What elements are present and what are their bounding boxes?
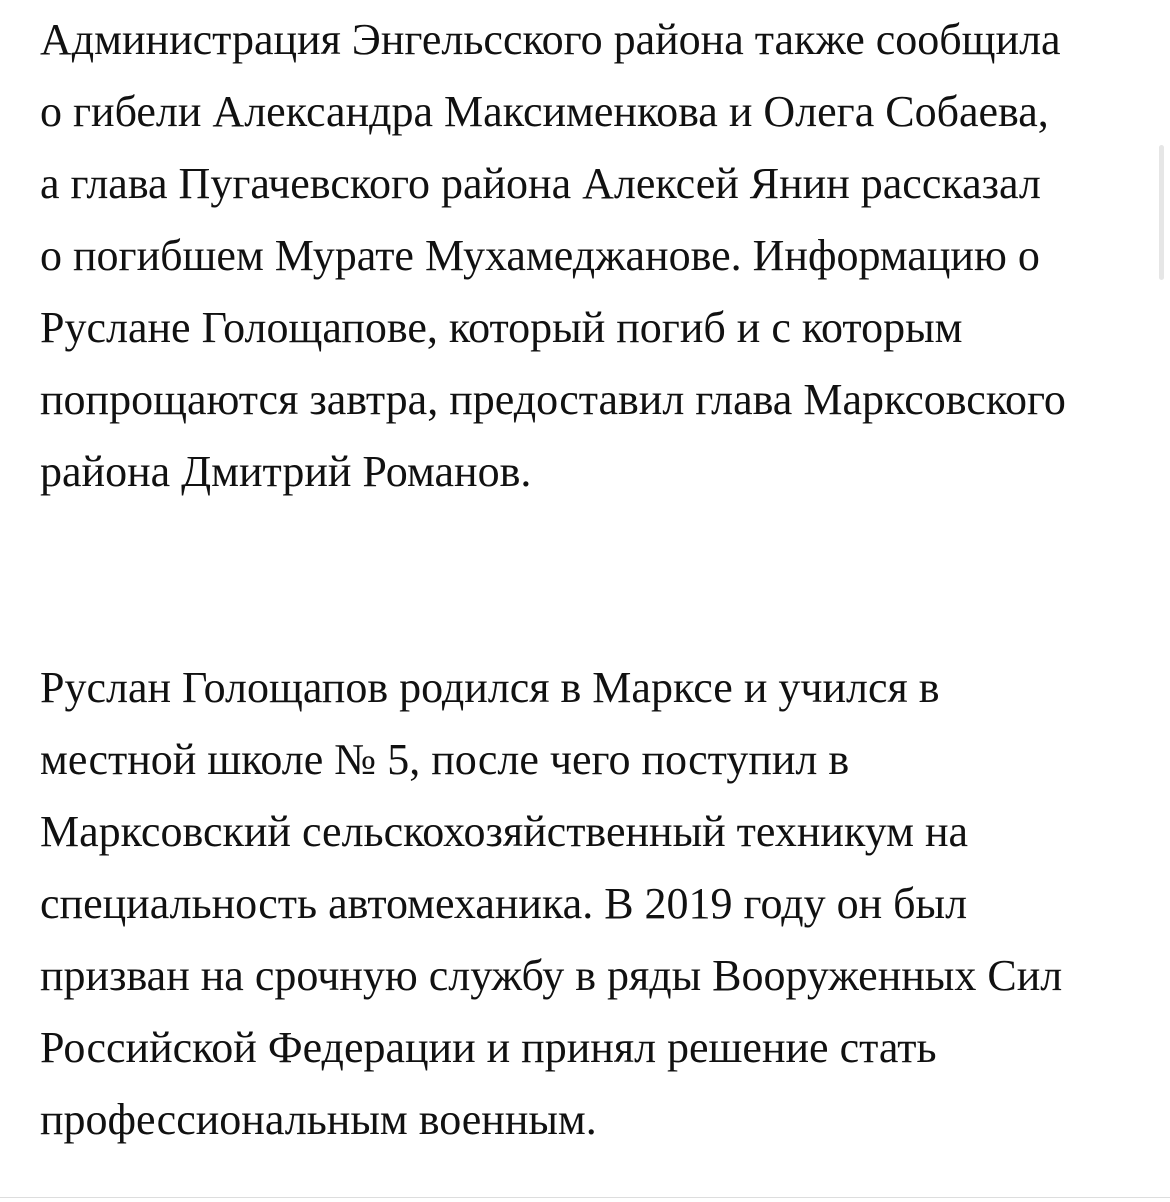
text-line: специальность автомеханика. В 2019 году он был: [40, 879, 968, 928]
text-line: местной школе № 5, после чего поступил в: [40, 735, 850, 784]
text-line: Российской Федерации и принял решение стать: [40, 1023, 937, 1072]
text-line: профессиональным военным.: [40, 1095, 597, 1144]
text-line: Администрация Энгельсского района также сообщила: [40, 15, 1061, 64]
text-line: о гибели Александра Максименкова и Олега Собаева,: [40, 87, 1049, 136]
text-line: Руслан Голощапов родился в Марксе и учился в: [40, 663, 940, 712]
text-line: района Дмитрий Романов.: [40, 447, 532, 496]
divider: [0, 1197, 1170, 1198]
article-body: [40, 4, 1166, 1156]
text-line: призван на срочную службу в ряды Вооруженных Сил: [40, 951, 1063, 1000]
text-line: Руслане Голощапове, который погиб и с которым: [40, 303, 963, 352]
text-line: Марксовский сельскохозяйственный техникум на: [40, 807, 969, 856]
paragraph-2: [40, 652, 1166, 1156]
scrollbar[interactable]: [1159, 145, 1164, 280]
text-line: а глава Пугачевского района Алексей Янин рассказал: [40, 159, 1041, 208]
paragraph-1: [40, 4, 1166, 508]
text-line: попрощаются завтра, предоставил глава Марксовского: [40, 375, 1066, 424]
text-line: о погибшем Мурате Мухамеджанове. Информацию о: [40, 231, 1040, 280]
